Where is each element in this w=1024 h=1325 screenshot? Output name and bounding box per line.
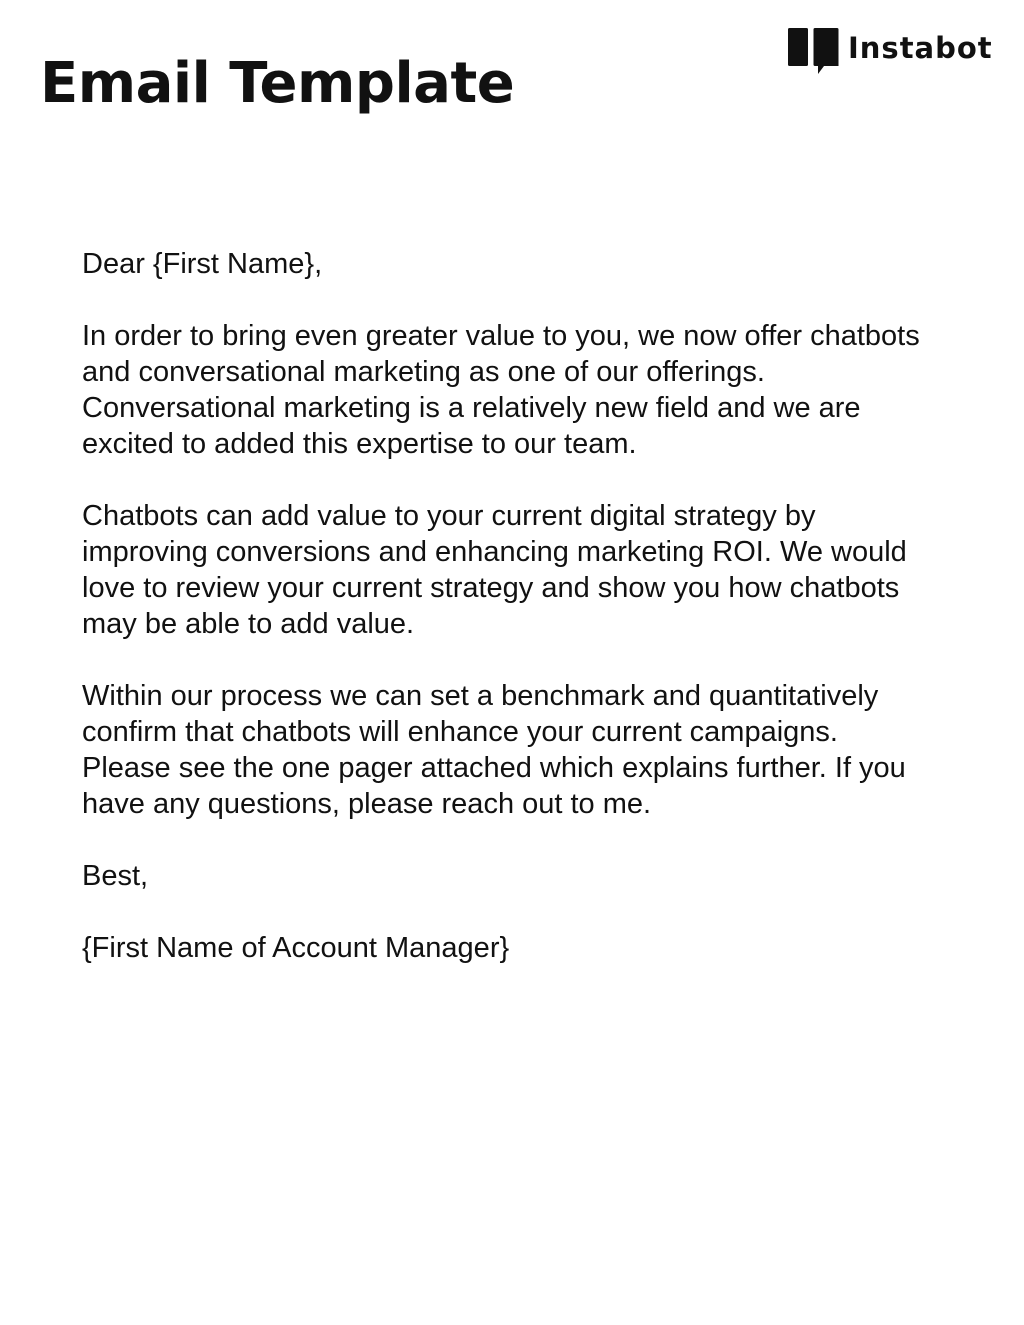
signature: {First Name of Account Manager} [82,932,510,964]
body-paragraph-2: Chatbots can add value to your current digital strategy by improving conversions and enhancing marketing ROI. We would love to review your current strategy and show you how chatbots may be able to add value. [82,500,907,640]
body-paragraph-1: In order to bring even greater value to you, we now offer chatbots and conversational marketing as one of our offerings. Conversational marketing is a relatively new field and we are excited to added this expertise to our team. [82,320,920,460]
brand-name: Instabot [848,31,993,65]
brand-logo [788,26,993,78]
body-paragraph-3: Within our process we can set a benchmark and quantitatively confirm that chatbots will enhance your current campaigns. Please see the one pager attached which explains further. If you have any questions, please reach out to me. [82,680,906,820]
page-title: Email Template [40,51,515,116]
email-body [82,246,922,966]
closing: Best, [82,860,149,892]
salutation: Dear {First Name}, [82,248,323,280]
speech-bubble-quote-icon [788,26,840,78]
